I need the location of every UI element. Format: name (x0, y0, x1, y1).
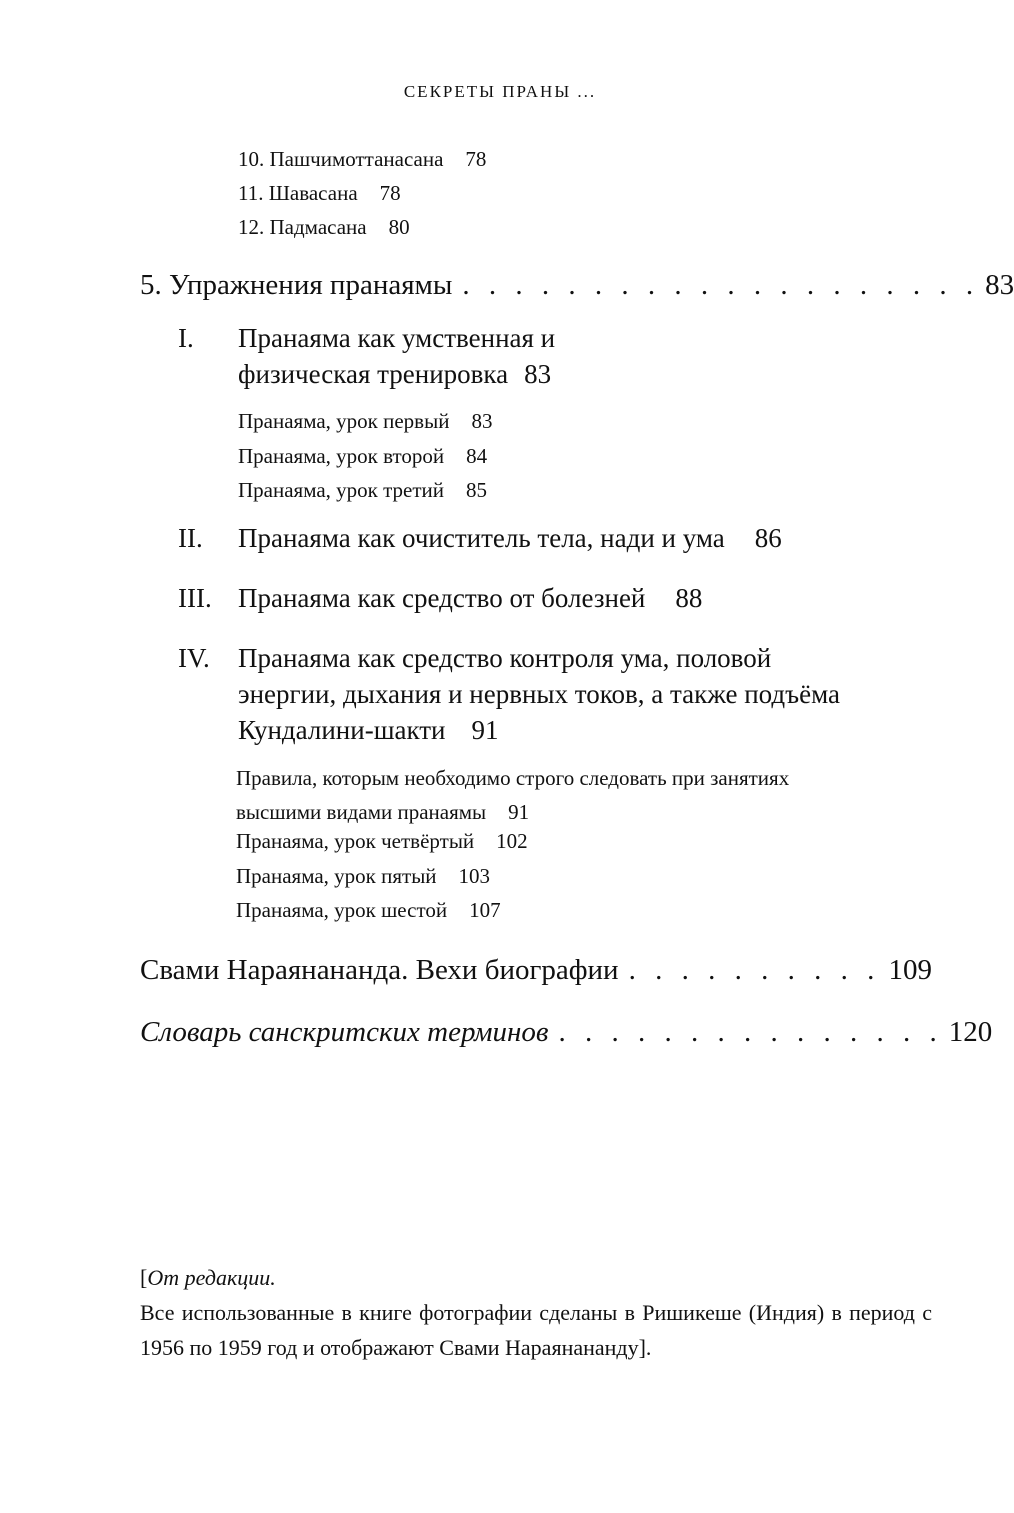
toc-rules-item[interactable] (236, 761, 789, 829)
section-numeral: II. (178, 523, 203, 553)
toc-item-title: 12. Падмасана (238, 215, 367, 239)
toc-item-page: 80 (388, 215, 410, 239)
toc-lesson-item[interactable] (236, 859, 490, 893)
toc-item-page: 78 (465, 147, 487, 171)
running-head: СЕКРЕТЫ ПРАНЫ ... (403, 82, 597, 101)
toc-section-title-line: Пранаяма как очиститель тела, нади и ума (238, 523, 725, 553)
toc-section-title-line: Пранаяма как средство от болезней (238, 583, 646, 613)
toc-chapter-5[interactable] (140, 265, 1014, 305)
toc-item-title: Пранаяма, урок шестой (236, 898, 448, 922)
toc-section-page: 83 (524, 359, 552, 389)
toc-section-title-line: Пранаяма как умственная и (238, 323, 556, 353)
toc-section-4[interactable] (238, 640, 840, 748)
editorial-heading-text: От редакции. (147, 1265, 276, 1290)
toc-section-title-line: Кундалини-шакти (238, 715, 446, 745)
toc-section-3[interactable] (238, 580, 702, 616)
toc-section-2[interactable] (238, 520, 782, 556)
section-numeral: IV. (178, 643, 210, 673)
toc-chapter-title: Свами Нараянананда. Вехи биографии (140, 954, 619, 986)
toc-lesson-item[interactable] (236, 893, 501, 927)
toc-item-page: 102 (496, 829, 528, 853)
toc-item-page: 107 (469, 898, 501, 922)
toc-lesson-item[interactable] (238, 439, 487, 473)
toc-chapter-title: 5. Упражнения пранаямы (140, 269, 453, 301)
toc-item-title: высшими видами пранаямы (236, 800, 487, 824)
toc-item-title: 11. Шавасана (238, 181, 358, 205)
toc-section-1[interactable] (238, 320, 555, 392)
toc-item-page: 91 (508, 800, 530, 824)
toc-leader-dots: . . . . . . . . . . . . . . . . . . . . (462, 269, 980, 301)
toc-section-title-line: физическая тренировка (238, 359, 509, 389)
toc-item-page: 103 (458, 864, 491, 888)
toc-item-title: Правила, которым необходимо строго следовать при занятиях (236, 766, 790, 790)
toc-lesson-item[interactable] (238, 473, 487, 507)
toc-item-title: Пранаяма, урок первый (238, 409, 450, 433)
toc-item-page: 83 (471, 409, 493, 433)
toc-section-page: 88 (675, 583, 703, 613)
toc-section-page: 86 (754, 523, 782, 553)
toc-section-title-line: Пранаяма как средство контроля ума, половой (238, 643, 772, 673)
toc-item-title: Пранаяма, урок третий (238, 478, 445, 502)
toc-chapter-title: Словарь санскритских терминов (140, 1016, 549, 1048)
toc-lesson-item[interactable] (236, 824, 528, 858)
toc-item-page: 84 (466, 444, 488, 468)
toc-leader-dots: . . . . . . . . . . . . . . . (558, 1016, 943, 1048)
section-numeral: III. (178, 583, 212, 613)
toc-section-page: 91 (471, 715, 499, 745)
section-numeral: I. (178, 323, 194, 353)
toc-asana-item[interactable] (238, 142, 486, 176)
toc-glossary[interactable] (140, 1012, 993, 1052)
toc-item-title: Пранаяма, урок второй (238, 444, 445, 468)
toc-biography[interactable] (140, 950, 932, 990)
editorial-note (140, 1260, 932, 1365)
toc-asana-item[interactable] (238, 176, 401, 210)
toc-item-title: Пранаяма, урок четвёртый (236, 829, 475, 853)
toc-item-title: Пранаяма, урок пятый (236, 864, 437, 888)
toc-chapter-page: 109 (888, 954, 932, 986)
toc-item-title: 10. Пашчимоттанасана (238, 147, 444, 171)
editorial-bracket: [ (140, 1265, 148, 1290)
toc-item-page: 78 (379, 181, 401, 205)
toc-leader-dots: . . . . . . . . . . (628, 954, 881, 986)
toc-chapter-page: 120 (948, 1016, 993, 1048)
toc-lesson-item[interactable] (238, 404, 492, 438)
toc-section-title-line: энергии, дыхания и нервных токов, а также подъёма (238, 679, 840, 709)
editorial-text: Все использованные в книге фотографии сделаны в Ришикеше (Индия) в период с 1956 по 1959 год и отображают Свами Нараянананду]. (140, 1300, 932, 1360)
toc-asana-item[interactable] (238, 210, 410, 244)
toc-chapter-page: 83 (985, 269, 1014, 301)
toc-item-page: 85 (466, 478, 488, 502)
editorial-heading (140, 1260, 932, 1295)
